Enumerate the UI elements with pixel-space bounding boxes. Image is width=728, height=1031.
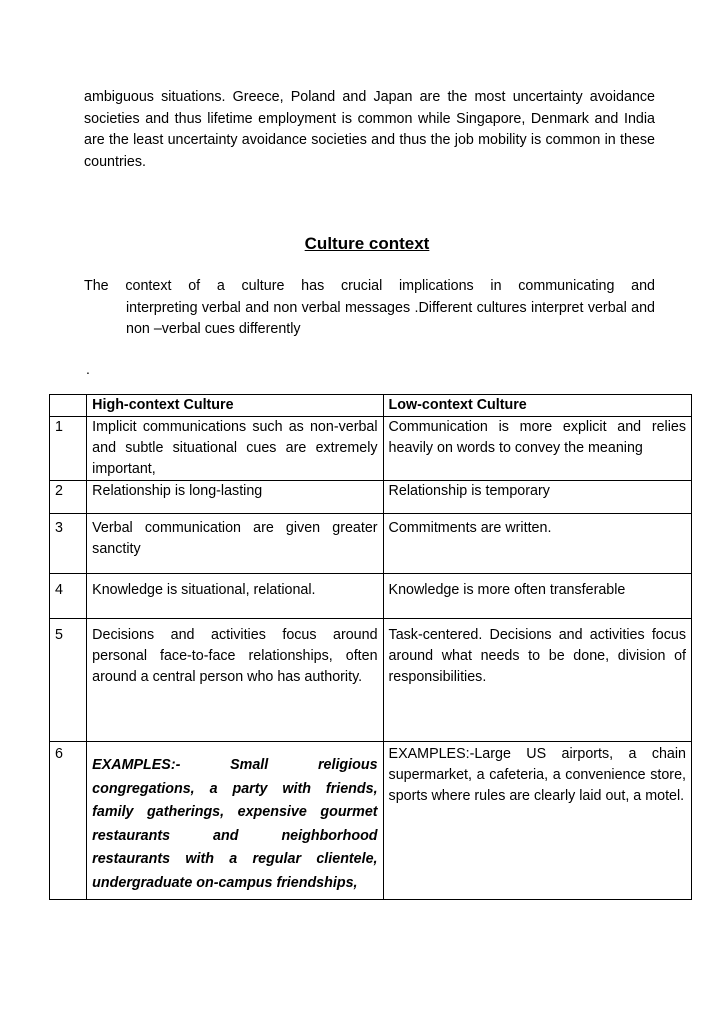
row-number: 3 <box>50 514 87 574</box>
row-number: 5 <box>50 619 87 742</box>
intro-paragraph: ambiguous situations. Greece, Poland and Japan are the most uncertainty avoidance societies and thus lifetime employment is common while Singapore, Denmark and India are the least uncertainty avoidance societies and thus the job mobility is common in these countries. <box>84 89 655 170</box>
table-row <box>50 574 692 619</box>
high-context-cell: Decisions and activities focus around personal face-to-face relationships, often around a central person who has authority. <box>87 619 383 742</box>
high-context-cell: Implicit communications such as non-verbal and subtle situational cues are extremely important, <box>87 417 383 481</box>
table-row <box>50 481 692 514</box>
high-context-cell: Verbal communication are given greater sanctity <box>87 514 383 574</box>
low-context-cell: Communication is more explicit and relies heavily on words to convey the meaning <box>383 417 691 481</box>
context-paragraph-line1: The context of a culture has crucial implications in communicating and <box>84 278 655 294</box>
table-header-row <box>50 395 692 417</box>
low-context-cell: Knowledge is more often transferable <box>383 574 691 619</box>
header-high-context: High-context Culture <box>87 395 383 417</box>
context-paragraph-rest: interpreting verbal and non verbal messages .Different cultures interpret verbal and non –verbal cues differently <box>126 299 655 337</box>
row-number: 1 <box>50 417 87 481</box>
header-low-context: Low-context Culture <box>383 395 691 417</box>
header-num-cell <box>50 395 87 417</box>
context-paragraph <box>84 276 655 341</box>
row-number: 2 <box>50 481 87 514</box>
row-number: 4 <box>50 574 87 619</box>
low-context-cell: Relationship is temporary <box>383 481 691 514</box>
table-row <box>50 417 692 481</box>
table-row <box>50 742 692 900</box>
stray-mark: . <box>86 361 90 377</box>
section-heading: Culture context <box>304 234 430 253</box>
row-number: 6 <box>50 742 87 900</box>
culture-context-table <box>49 394 692 900</box>
low-context-cell: Task-centered. Decisions and activities focus around what needs to be done, division of responsibilities. <box>383 619 691 742</box>
high-context-examples-cell: EXAMPLES:- Small religious congregations, a party with friends, family gatherings, expensive gourmet restaurants and neighborhood restaurants with a regular clientele, undergraduate on-campus friendships, <box>87 742 383 900</box>
table-row <box>50 619 692 742</box>
table-row <box>50 514 692 574</box>
low-context-cell: Commitments are written. <box>383 514 691 574</box>
high-context-cell: Knowledge is situational, relational. <box>87 574 383 619</box>
high-context-cell: Relationship is long-lasting <box>87 481 383 514</box>
low-context-examples-cell: EXAMPLES:-Large US airports, a chain supermarket, a cafeteria, a convenience store, sports where rules are clearly laid out, a motel. <box>383 742 691 900</box>
